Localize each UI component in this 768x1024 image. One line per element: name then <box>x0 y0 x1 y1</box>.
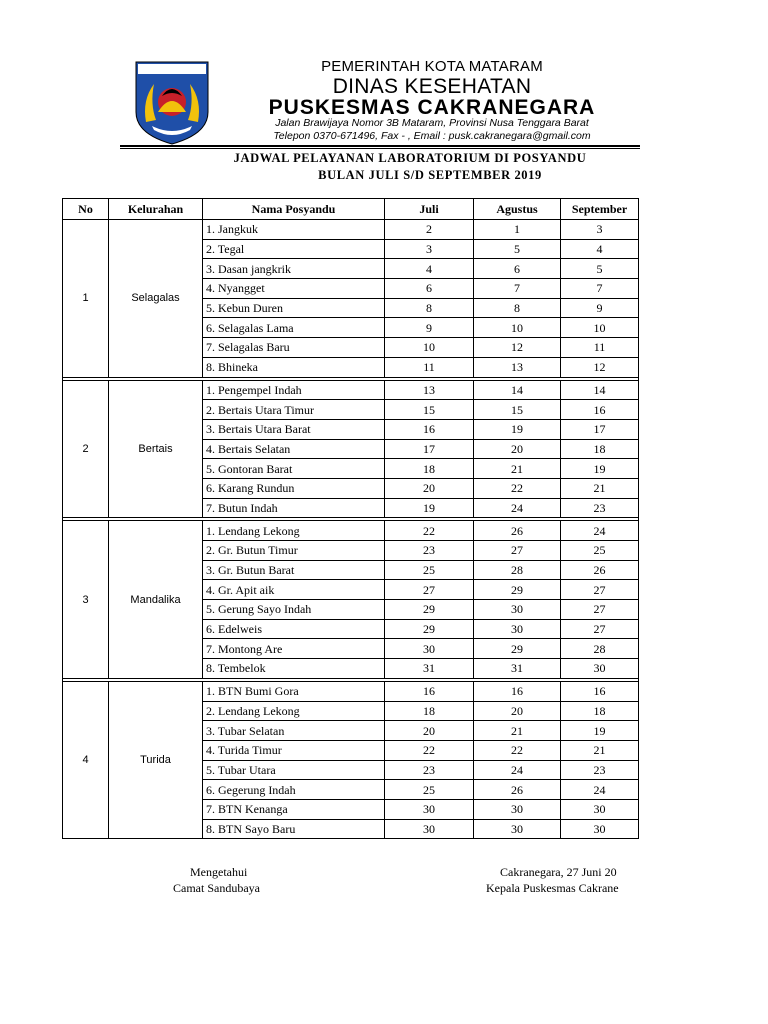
juli-date: 3 <box>385 239 474 259</box>
table-row <box>63 521 639 541</box>
letterhead-rule <box>120 145 640 147</box>
september-date: 27 <box>561 580 639 600</box>
agustus-date: 1 <box>474 220 561 240</box>
letterhead-rule-thin <box>120 148 640 149</box>
agustus-date: 28 <box>474 560 561 580</box>
agustus-date: 6 <box>474 259 561 279</box>
group-number: 4 <box>63 681 109 839</box>
september-date: 24 <box>561 780 639 800</box>
agustus-date: 22 <box>474 740 561 760</box>
posyandu-name: 8. Tembelok <box>203 659 385 679</box>
september-date: 21 <box>561 740 639 760</box>
schedule-subtitle: BULAN JULI S/D SEPTEMBER 2019 <box>318 168 542 182</box>
posyandu-name: 7. Butun Indah <box>203 498 385 518</box>
juli-date: 30 <box>385 799 474 819</box>
agustus-date: 5 <box>474 239 561 259</box>
agustus-date: 15 <box>474 400 561 420</box>
posyandu-name: 3. Gr. Butun Barat <box>203 560 385 580</box>
kelurahan-name: Bertais <box>109 380 203 518</box>
september-date: 4 <box>561 239 639 259</box>
agustus-date: 10 <box>474 318 561 338</box>
juli-date: 6 <box>385 279 474 299</box>
posyandu-name: 5. Gontoran Barat <box>203 459 385 479</box>
schedule-title: JADWAL PELAYANAN LABORATORIUM DI POSYANDU <box>233 151 587 165</box>
posyandu-name: 5. Tubar Utara <box>203 760 385 780</box>
letterhead-institution: PUSKESMAS CAKRANEGARA <box>268 96 596 119</box>
september-date: 5 <box>561 259 639 279</box>
agustus-date: 7 <box>474 279 561 299</box>
column-header: Agustus <box>474 199 561 220</box>
agustus-date: 20 <box>474 439 561 459</box>
september-date: 10 <box>561 318 639 338</box>
footer-kepala-title: Kepala Puskesmas Cakrane <box>486 881 619 895</box>
september-date: 16 <box>561 681 639 701</box>
juli-date: 8 <box>385 298 474 318</box>
column-header: September <box>561 199 639 220</box>
posyandu-name: 2. Bertais Utara Timur <box>203 400 385 420</box>
agustus-date: 16 <box>474 681 561 701</box>
juli-date: 17 <box>385 439 474 459</box>
posyandu-name: 4. Bertais Selatan <box>203 439 385 459</box>
letterhead-contact: Telepon 0370-671496, Fax - , Email : pusk.cakranegara@gmail.com <box>273 130 591 142</box>
posyandu-name: 7. Selagalas Baru <box>203 338 385 358</box>
juli-date: 13 <box>385 380 474 400</box>
juli-date: 16 <box>385 681 474 701</box>
september-date: 17 <box>561 419 639 439</box>
posyandu-name: 8. BTN Sayo Baru <box>203 819 385 839</box>
column-header: Kelurahan <box>109 199 203 220</box>
agustus-date: 13 <box>474 357 561 377</box>
agustus-date: 30 <box>474 799 561 819</box>
posyandu-name: 4. Turida Timur <box>203 740 385 760</box>
posyandu-name: 3. Bertais Utara Barat <box>203 419 385 439</box>
juli-date: 22 <box>385 740 474 760</box>
juli-date: 25 <box>385 780 474 800</box>
agustus-date: 14 <box>474 380 561 400</box>
schedule-table <box>62 198 639 839</box>
juli-date: 27 <box>385 580 474 600</box>
juli-date: 19 <box>385 498 474 518</box>
letterhead-department: DINAS KESEHATAN <box>332 75 532 98</box>
september-date: 12 <box>561 357 639 377</box>
september-date: 9 <box>561 298 639 318</box>
agustus-date: 26 <box>474 521 561 541</box>
september-date: 23 <box>561 498 639 518</box>
juli-date: 16 <box>385 419 474 439</box>
posyandu-name: 5. Gerung Sayo Indah <box>203 600 385 620</box>
footer-place-date: Cakranegara, 27 Juni 20 <box>500 865 617 879</box>
kelurahan-name: Turida <box>109 681 203 839</box>
september-date: 18 <box>561 701 639 721</box>
table-row <box>63 681 639 701</box>
kelurahan-name: Selagalas <box>109 220 203 378</box>
table-body <box>63 220 639 839</box>
group-number: 3 <box>63 521 109 679</box>
letterhead-government: PEMERINTAH KOTA MATARAM <box>321 58 543 75</box>
agustus-date: 19 <box>474 419 561 439</box>
kelurahan-name: Mandalika <box>109 521 203 679</box>
agustus-date: 26 <box>474 780 561 800</box>
september-date: 21 <box>561 478 639 498</box>
september-date: 26 <box>561 560 639 580</box>
agustus-date: 21 <box>474 721 561 741</box>
group-number: 1 <box>63 220 109 378</box>
posyandu-name: 1. Lendang Lekong <box>203 521 385 541</box>
juli-date: 15 <box>385 400 474 420</box>
posyandu-name: 2. Lendang Lekong <box>203 701 385 721</box>
september-date: 3 <box>561 220 639 240</box>
juli-date: 20 <box>385 478 474 498</box>
agustus-date: 30 <box>474 619 561 639</box>
agustus-date: 29 <box>474 580 561 600</box>
posyandu-name: 6. Gegerung Indah <box>203 780 385 800</box>
posyandu-name: 7. BTN Kenanga <box>203 799 385 819</box>
agustus-date: 31 <box>474 659 561 679</box>
agustus-date: 30 <box>474 819 561 839</box>
column-header: Nama Posyandu <box>203 199 385 220</box>
september-date: 23 <box>561 760 639 780</box>
september-date: 25 <box>561 541 639 561</box>
juli-date: 4 <box>385 259 474 279</box>
september-date: 18 <box>561 439 639 459</box>
column-header: Juli <box>385 199 474 220</box>
posyandu-name: 1. BTN Bumi Gora <box>203 681 385 701</box>
juli-date: 30 <box>385 639 474 659</box>
posyandu-name: 8. Bhineka <box>203 357 385 377</box>
agustus-date: 24 <box>474 760 561 780</box>
posyandu-name: 3. Dasan jangkrik <box>203 259 385 279</box>
juli-date: 29 <box>385 619 474 639</box>
juli-date: 29 <box>385 600 474 620</box>
posyandu-name: 6. Karang Rundun <box>203 478 385 498</box>
letterhead-address: Jalan Brawijaya Nomor 3B Mataram, Provinsi Nusa Tenggara Barat <box>275 117 589 129</box>
september-date: 19 <box>561 459 639 479</box>
juli-date: 30 <box>385 819 474 839</box>
juli-date: 25 <box>385 560 474 580</box>
agustus-date: 30 <box>474 600 561 620</box>
september-date: 19 <box>561 721 639 741</box>
juli-date: 22 <box>385 521 474 541</box>
posyandu-name: 4. Gr. Apit aik <box>203 580 385 600</box>
september-date: 24 <box>561 521 639 541</box>
agustus-date: 22 <box>474 478 561 498</box>
posyandu-name: 2. Tegal <box>203 239 385 259</box>
posyandu-name: 7. Montong Are <box>203 639 385 659</box>
footer-camat-title: Camat Sandubaya <box>173 881 260 895</box>
posyandu-name: 1. Jangkuk <box>203 220 385 240</box>
september-date: 16 <box>561 400 639 420</box>
juli-date: 20 <box>385 721 474 741</box>
september-date: 7 <box>561 279 639 299</box>
posyandu-name: 1. Pengempel Indah <box>203 380 385 400</box>
september-date: 28 <box>561 639 639 659</box>
september-date: 14 <box>561 380 639 400</box>
posyandu-name: 6. Edelweis <box>203 619 385 639</box>
juli-date: 18 <box>385 701 474 721</box>
juli-date: 23 <box>385 541 474 561</box>
agustus-date: 8 <box>474 298 561 318</box>
posyandu-name: 2. Gr. Butun Timur <box>203 541 385 561</box>
posyandu-name: 3. Tubar Selatan <box>203 721 385 741</box>
posyandu-name: 4. Nyangget <box>203 279 385 299</box>
september-date: 30 <box>561 659 639 679</box>
agustus-date: 29 <box>474 639 561 659</box>
table-row <box>63 220 639 240</box>
group-number: 2 <box>63 380 109 518</box>
september-date: 30 <box>561 799 639 819</box>
september-date: 30 <box>561 819 639 839</box>
juli-date: 10 <box>385 338 474 358</box>
table-row <box>63 380 639 400</box>
juli-date: 9 <box>385 318 474 338</box>
juli-date: 2 <box>385 220 474 240</box>
agustus-date: 27 <box>474 541 561 561</box>
juli-date: 18 <box>385 459 474 479</box>
agustus-date: 24 <box>474 498 561 518</box>
table-header-row <box>63 199 639 220</box>
september-date: 27 <box>561 619 639 639</box>
posyandu-name: 6. Selagalas Lama <box>203 318 385 338</box>
kota-mataram-logo <box>132 60 212 146</box>
agustus-date: 20 <box>474 701 561 721</box>
september-date: 27 <box>561 600 639 620</box>
juli-date: 23 <box>385 760 474 780</box>
column-header: No <box>63 199 109 220</box>
footer-acknowledged-label: Mengetahui <box>190 865 248 879</box>
agustus-date: 12 <box>474 338 561 358</box>
posyandu-name: 5. Kebun Duren <box>203 298 385 318</box>
agustus-date: 21 <box>474 459 561 479</box>
september-date: 11 <box>561 338 639 358</box>
juli-date: 11 <box>385 357 474 377</box>
juli-date: 31 <box>385 659 474 679</box>
